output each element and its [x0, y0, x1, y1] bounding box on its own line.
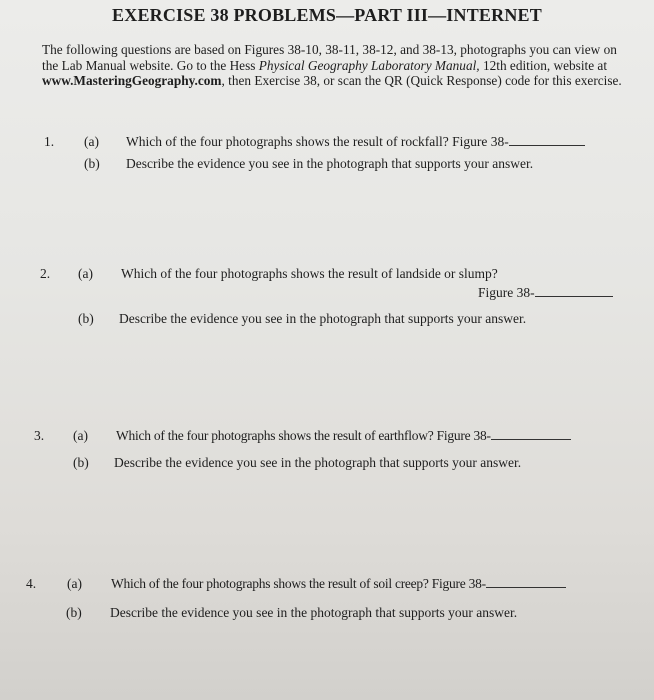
answer-blank-3[interactable]: [491, 428, 571, 440]
intro-website: www.MasteringGeography.com: [42, 73, 222, 88]
intro-text-1: The following questions are based on Figures 38-10, 38-11, 38-12, and 38-13, photographs you can view on the Lab Manual website. Go to the Hess: [42, 42, 617, 73]
question-4a-text: Which of the four photographs shows the result of soil creep? Figure 38-: [111, 576, 486, 591]
question-4b-text: Describe the evidence you see in the photograph that supports your answer.: [110, 605, 518, 620]
question-2a-text: Which of the four photographs shows the result of landside or slump?: [121, 266, 498, 281]
answer-blank-2[interactable]: [535, 285, 613, 297]
question-4a-label: (a): [67, 576, 82, 591]
question-3b-label: (b): [73, 455, 89, 470]
question-2a-label: (a): [78, 266, 93, 281]
question-4a: [111, 576, 566, 592]
intro-text-3: , then Exercise 38, or scan the QR (Quick Response) code for this exercise.: [221, 73, 622, 88]
intro-paragraph: [42, 42, 622, 89]
question-4b-label: (b): [66, 605, 82, 620]
question-3b-text: Describe the evidence you see in the photograph that supports your answer.: [114, 455, 522, 470]
question-3a-text: Which of the four photographs shows the result of earthflow? Figure 38-: [116, 428, 491, 443]
question-3-number: 3.: [34, 428, 45, 443]
question-2b-label: (b): [78, 311, 94, 326]
question-2a-figure: [478, 285, 613, 301]
answer-blank-4[interactable]: [486, 576, 566, 588]
question-1a-text: Which of the four photographs shows the result of rockfall? Figure 38-: [126, 134, 509, 149]
question-1b-text: Describe the evidence you see in the photograph that supports your answer.: [126, 156, 534, 171]
answer-blank-1[interactable]: [509, 134, 585, 146]
intro-manual-title: Physical Geography Laboratory Manual,: [258, 57, 480, 73]
question-4-number: 4.: [26, 576, 37, 591]
intro-text-2: 12th edition, website at: [479, 57, 608, 73]
question-3a-label: (a): [73, 428, 88, 443]
question-1-number: 1.: [44, 134, 55, 149]
question-1b-label: (b): [84, 156, 100, 171]
question-3a: [116, 428, 571, 444]
question-2-number: 2.: [40, 266, 51, 281]
page-title: EXERCISE 38 PROBLEMS—PART III—INTERNET: [112, 5, 542, 25]
question-1a: [126, 134, 585, 150]
question-2a-figure-text: Figure 38-: [478, 285, 535, 300]
question-1a-label: (a): [84, 134, 99, 149]
question-2b-text: Describe the evidence you see in the photograph that supports your answer.: [119, 311, 527, 326]
